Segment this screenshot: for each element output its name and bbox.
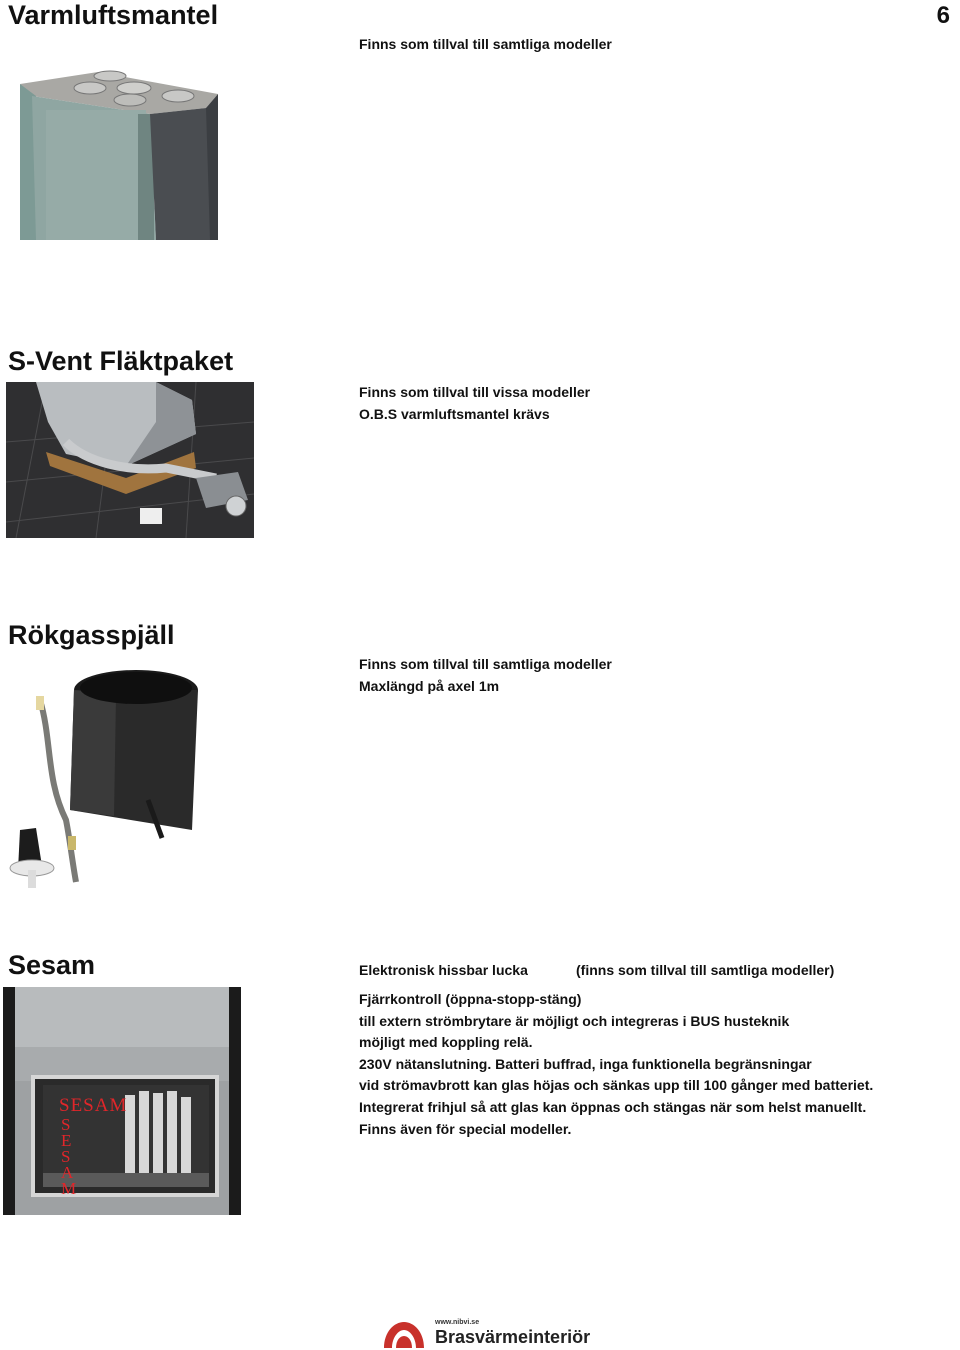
sesam-line-switch: till extern strömbrytare är möjligt och integreras i BUS husteknik	[359, 1012, 790, 1029]
footer-url: www.nibvi.se	[435, 1319, 480, 1326]
sesam-line-battery: vid strömavbrott kan glas höjas och sänkas upp till 100 gånger med batteriet.	[359, 1077, 874, 1094]
rokgas-axle-length-text: Maxlängd på axel 1m	[359, 678, 500, 694]
sesam-description	[359, 989, 873, 1140]
sesam-line-special: Finns även för special modeller.	[359, 1120, 572, 1137]
section-title-rokgasspjall: Rökgasspjäll	[8, 620, 175, 650]
brand-mark-icon	[380, 1318, 428, 1350]
svent-requirement-text: O.B.S varmluftsmantel krävs	[359, 406, 550, 422]
fan-package-photo	[6, 382, 254, 538]
sesam-availability-note: (finns som tillval till samtliga modeller)	[576, 962, 835, 978]
sesam-subtitle: Elektronisk hissbar lucka	[359, 962, 528, 978]
section-title-sesam: Sesam	[8, 950, 96, 980]
page-number: 6	[936, 2, 950, 29]
varmluft-availability-text: Finns som tillval till samtliga modeller	[359, 36, 612, 52]
sesam-line-relay: möjligt med koppling relä.	[359, 1034, 533, 1051]
sesam-line-power: 230V nätanslutning. Batteri buffrad, inga funktionella begränsningar	[359, 1055, 812, 1072]
footer-brand: Brasvärmeinteriör	[435, 1327, 591, 1347]
sesam-photo-logo: SESAM	[59, 1095, 128, 1116]
rokgas-availability-text: Finns som tillval till samtliga modeller	[359, 656, 612, 672]
sesam-line-freewheel: Integrerat frihjul så att glas kan öppnas och stängas när som helst manuellt.	[359, 1098, 867, 1115]
sesam-photo-logo-vertical: SESAM	[61, 1115, 77, 1198]
warm-air-jacket-photo	[6, 66, 256, 240]
section-title-varmluftsmantel: Varmluftsmantel	[8, 0, 219, 30]
flue-damper-photo	[6, 660, 206, 898]
sesam-line-remote: Fjärrkontroll (öppna-stopp-stäng)	[359, 991, 582, 1007]
section-title-svent: S-Vent Fläktpaket	[8, 346, 234, 376]
footer-logo	[380, 1318, 620, 1350]
sesam-door-photo	[3, 987, 241, 1215]
svent-availability-text: Finns som tillval till vissa modeller	[359, 384, 591, 400]
